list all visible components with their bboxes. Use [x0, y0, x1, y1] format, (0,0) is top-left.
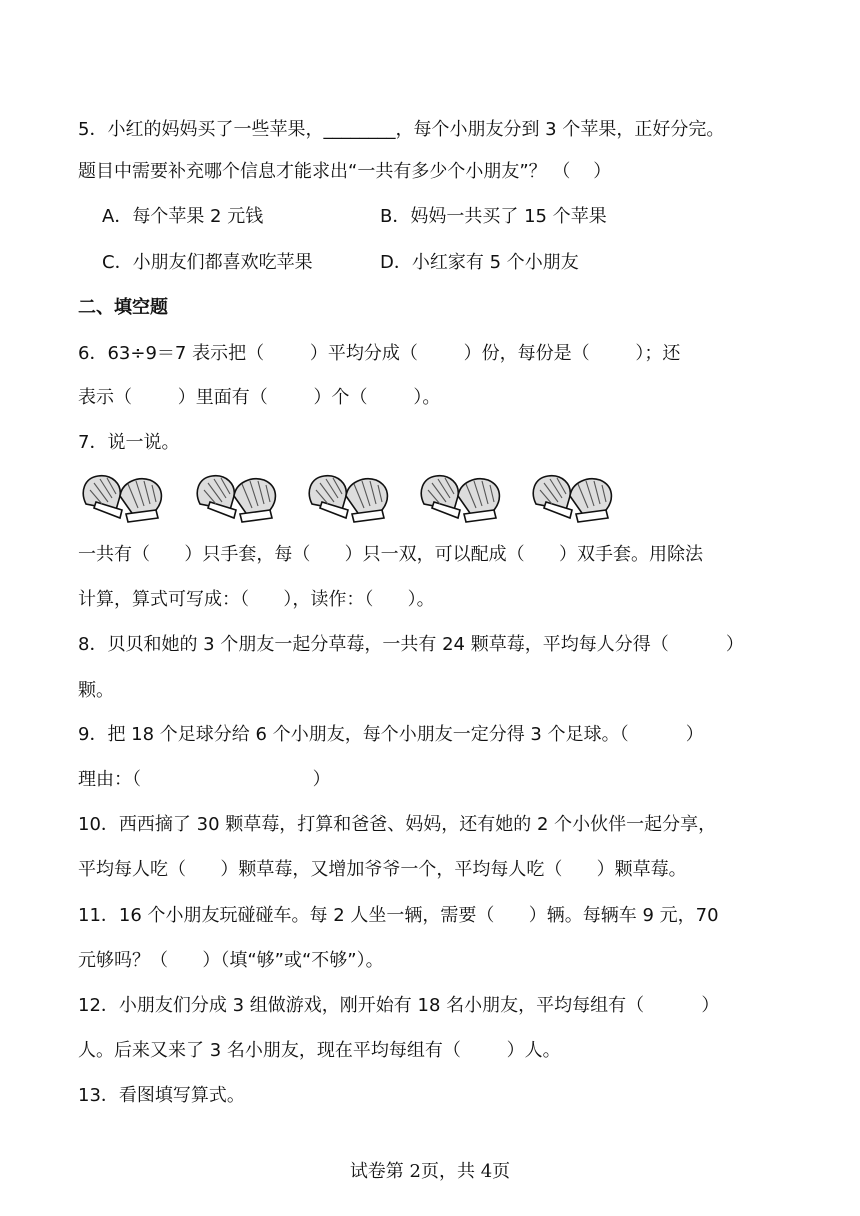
- q5-line1: 5．小红的妈妈买了一些苹果，________，每个小朋友分到 3 个苹果，正好分完。: [78, 119, 725, 140]
- q8-line2: 颗。: [78, 680, 114, 701]
- q10-line1: 10．西西摘了 30 颗草莓，打算和爸爸、妈妈，还有她的 2 个小伙伴一起分享，: [78, 814, 717, 835]
- q10-line2: 平均每人吃（ ）颗草莓，又增加爷爷一个，平均每人吃（ ）颗草莓。: [78, 859, 687, 880]
- glove-pair-icon: [414, 470, 508, 526]
- q5-option-b: B．妈妈一共买了 15 个苹果: [380, 206, 607, 227]
- q7-line1: 一共有（ ）只手套，每（ ）只一双，可以配成（ ）双手套。用除法: [78, 544, 703, 565]
- q7-title: 7．说一说。: [78, 432, 180, 453]
- q8-line1: 8．贝贝和她的 3 个朋友一起分草莓，一共有 24 颗草莓，平均每人分得（ ）: [78, 634, 744, 655]
- q12-line2: 人。后来又来了 3 名小朋友，现在平均每组有（ ）人。: [78, 1040, 561, 1061]
- glove-pair-icon: [76, 470, 170, 526]
- page-footer: 试卷第 2页，共 4页: [349, 1161, 511, 1182]
- glove-pair-icon: [526, 470, 620, 526]
- gloves-illustration: [76, 470, 636, 528]
- q6-line1: 6．63÷9＝7 表示把（ ）平均分成（ ）份，每份是（ ）；还: [78, 343, 681, 364]
- q5-option-a: A．每个苹果 2 元钱: [102, 206, 264, 227]
- q5-line2: 题目中需要补充哪个信息才能求出“一共有多少个小朋友”？ （ ）: [78, 161, 612, 182]
- section-title: 二、填空题: [78, 297, 168, 318]
- q9-line1: 9．把 18 个足球分给 6 个小朋友，每个小朋友一定分得 3 个足球。（ ）: [78, 724, 704, 745]
- q5-option-c: C．小朋友们都喜欢吃苹果: [102, 252, 313, 273]
- q11-line1: 11．16 个小朋友玩碰碰车。每 2 人坐一辆，需要（ ）辆。每辆车 9 元，70: [78, 905, 719, 926]
- q11-line2: 元够吗？（ ）（填“够”或“不够”）。: [78, 950, 384, 971]
- glove-pair-icon: [190, 470, 284, 526]
- q5-option-d: D．小红家有 5 个小朋友: [380, 252, 579, 273]
- glove-pair-icon: [302, 470, 396, 526]
- q6-line2: 表示（ ）里面有（ ）个（ ）。: [78, 387, 441, 408]
- q13-title: 13．看图填写算式。: [78, 1085, 245, 1106]
- q7-line2: 计算，算式可写成：（ ），读作：（ ）。: [78, 589, 435, 610]
- q9-line2: 理由：（ ）: [78, 769, 331, 790]
- q12-line1: 12．小朋友们分成 3 组做游戏，刚开始有 18 名小朋友，平均每组有（ ）: [78, 995, 720, 1016]
